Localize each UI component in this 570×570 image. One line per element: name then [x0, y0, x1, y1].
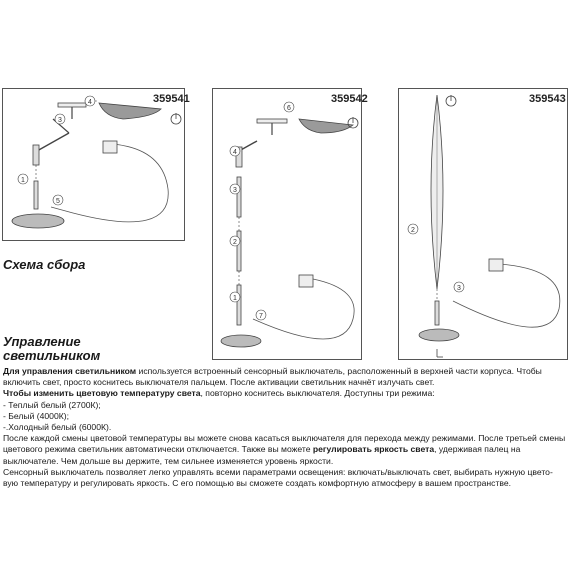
paragraph-4: Сенсорный выключатель позволяет легко управлять всеми параметрами освещения: включать/выключать свет, выбирать нужную цвето-вую температуру и регулировать яркость. С его помощью вы сможете создать комфортную атмосферу в вашем пространстве.	[3, 466, 553, 489]
assembly-diagram-359542	[213, 89, 363, 361]
assembly-title: Схема сбора	[3, 257, 86, 272]
step-marker: 6	[287, 105, 291, 112]
step-marker: 1	[21, 177, 25, 184]
control-title-line2: светильником	[3, 348, 101, 363]
paragraph-2	[3, 388, 567, 399]
instructions-text	[3, 366, 567, 489]
model-number: 359541	[153, 93, 190, 105]
step-marker: 3	[457, 285, 461, 292]
step-marker: 5	[56, 198, 60, 205]
panel-359543	[398, 88, 568, 360]
mode-warm: - Теплый белый (2700К);	[3, 399, 101, 410]
paragraph-2-bold: Чтобы изменить цветовую температуру света	[3, 388, 201, 399]
assembly-diagram-359541	[3, 89, 186, 242]
panel-359542	[212, 88, 368, 360]
model-number: 359542	[331, 93, 368, 105]
paragraph-3-bold: регулировать яркость света	[312, 444, 435, 455]
assembly-diagram-359543	[399, 89, 569, 361]
step-marker: 4	[88, 99, 92, 106]
paragraph-1-bold: Для управления светильником	[3, 366, 137, 376]
step-marker: 4	[233, 149, 237, 156]
paragraph-3-a: После каждой смены цветовой температуры вы можете снова касаться выключателя для перехода между режимами. После третьей смены цветового режима светильник автоматически отключается. Также вы можете	[3, 433, 566, 455]
paragraph-3	[3, 433, 567, 467]
step-marker: 1	[233, 295, 237, 302]
paragraph-3-b: , удерживая палец на выключателе. Чем дольше вы держите, тем сильнее изменяется уровень яркости.	[3, 444, 521, 466]
step-marker: 7	[259, 313, 263, 320]
control-title-line1: Управление	[3, 334, 81, 349]
step-marker: 3	[233, 187, 237, 194]
mode-white: - Белый (4000К);	[3, 410, 69, 421]
mode-cold: -.Холодный белый (6000К).	[3, 422, 112, 433]
panel-359541	[2, 88, 190, 241]
paragraph-1-rest: используется встроенный сенсорный выключатель, расположенный в верхней части корпуса. Чтобы включить свет, просто коснитесь выключателя пальцем. После активации светильник начнёт излучать свет.	[3, 366, 542, 388]
control-title	[3, 335, 100, 363]
step-marker: 2	[411, 227, 415, 234]
step-marker: 2	[233, 239, 237, 246]
step-marker: 3	[58, 117, 62, 124]
paragraph-2-rest: , повторно коснитесь выключателя. Доступны три режима:	[200, 388, 435, 399]
model-number: 359543	[529, 93, 566, 105]
paragraph-1	[3, 366, 567, 388]
